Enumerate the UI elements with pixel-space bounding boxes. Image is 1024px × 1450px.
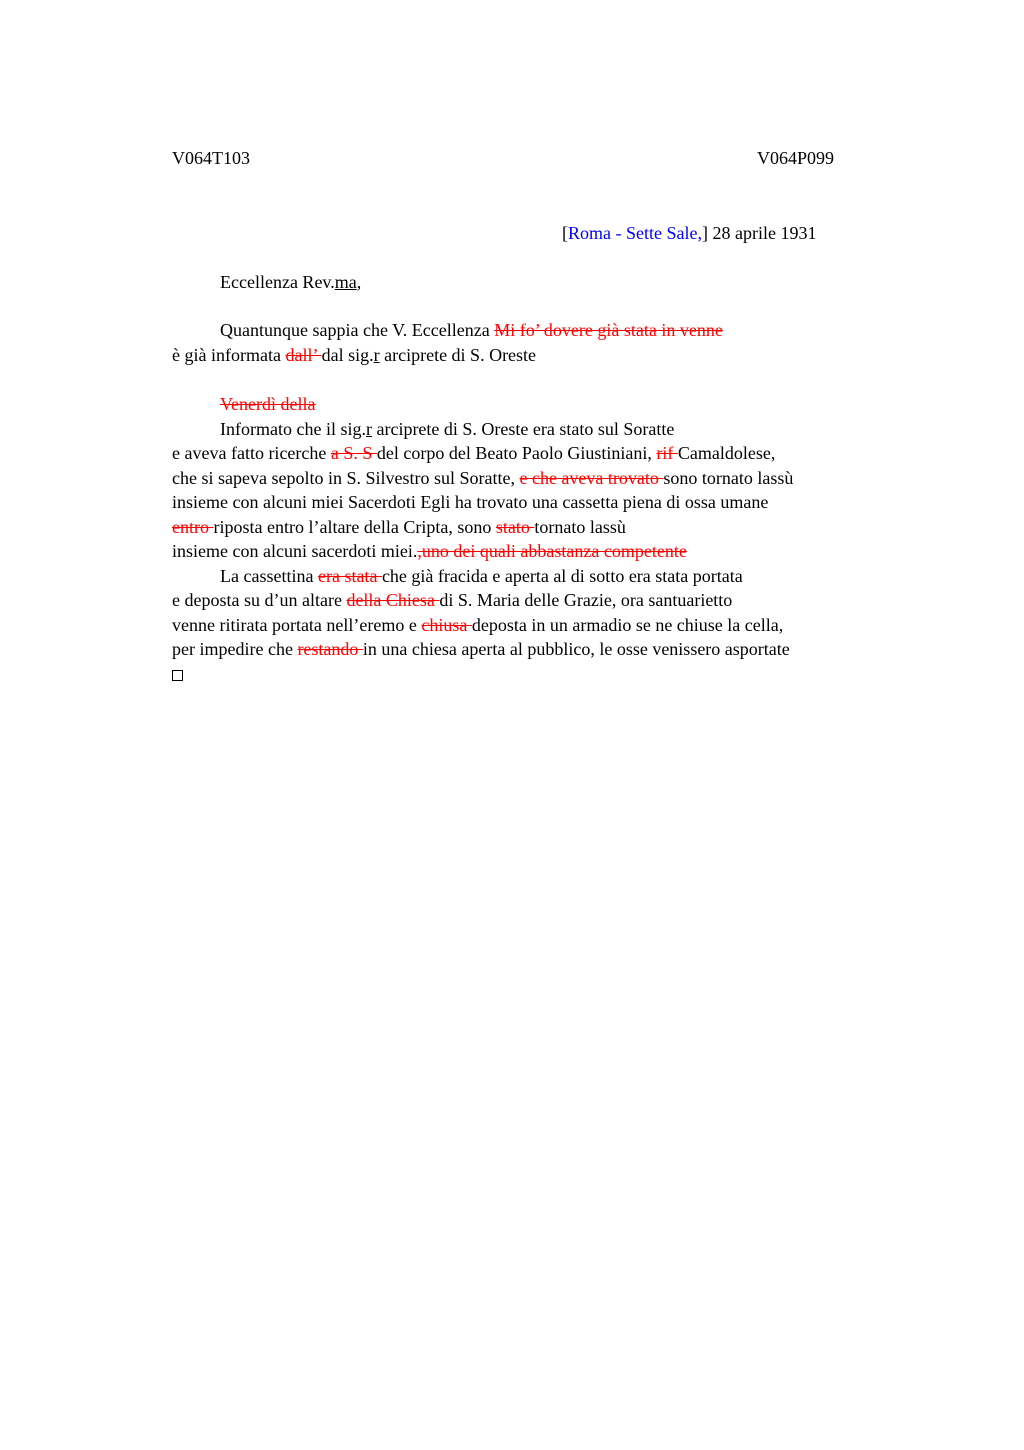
text-span: venne ritirata portata nell’eremo e — [172, 614, 422, 635]
text-span: Informato che il sig. — [220, 418, 366, 439]
text-span: riposta entro l’altare della Cripta, sono — [213, 516, 496, 537]
text-span: in una chiesa aperta al pubblico, le osse venissero asportate — [362, 639, 790, 659]
text-line — [172, 490, 912, 515]
text-span: del corpo del Beato Paolo Giustiniani, — [376, 443, 657, 463]
deleted-text: era stata — [317, 565, 382, 586]
text-span: e aveva fatto ricerche — [172, 443, 331, 463]
deleted-text: chiusa — [421, 614, 472, 635]
text-line — [172, 417, 912, 442]
text-span: e deposta su d’un altare — [172, 590, 347, 610]
text-line — [172, 441, 912, 466]
text-span: arciprete di S. Oreste — [379, 344, 537, 365]
deleted-text: rif — [656, 443, 678, 463]
text-span: Quantunque sappia che V. Eccellenza — [220, 320, 495, 340]
text-span: insieme con alcuni miei Sacerdoti Egli ha trovato una cassetta piena di ossa umane — [172, 492, 769, 512]
deleted-text: e che aveva trovato — [519, 467, 664, 488]
text-line — [172, 564, 912, 589]
dateline-bracket-open: [ — [562, 223, 568, 243]
text-span: sono tornato lassù — [663, 467, 794, 488]
empty-square-icon — [172, 670, 183, 681]
text-line — [172, 318, 723, 343]
abbrev-underlined: r — [365, 418, 372, 439]
text-line — [172, 515, 912, 540]
deleted-text: ,uno dei quali abbastanza competente — [417, 541, 687, 561]
text-span: è già informata — [172, 344, 286, 365]
text-line — [172, 662, 912, 687]
salutation-abbrev: ma — [334, 272, 357, 292]
paragraph-1 — [172, 318, 723, 367]
salutation — [220, 270, 361, 295]
text-span: insieme con alcuni sacerdoti miei. — [172, 541, 418, 561]
text-line — [172, 637, 912, 662]
text-line — [172, 588, 912, 613]
text-span: tornato lassù — [534, 516, 626, 537]
document-code-right: V064P099 — [757, 148, 835, 168]
text-line — [172, 343, 723, 368]
dateline-date: 28 aprile 1931 — [707, 223, 817, 243]
document-code-left: V064T103 — [172, 148, 250, 168]
dateline-bracket-close: ] — [701, 223, 708, 243]
dateline — [562, 221, 816, 246]
dateline-place: Roma - Sette Sale, — [568, 223, 702, 243]
text-span: che già fracida e aperta al di sotto era stata portata — [381, 565, 743, 586]
text-line — [172, 539, 912, 564]
text-line — [172, 466, 912, 491]
text-span: dal sig. — [321, 344, 374, 365]
text-span: di S. Maria delle Grazie, ora santuarietto — [439, 590, 733, 610]
text-line — [172, 613, 912, 638]
deleted-text: della Chiesa — [346, 590, 440, 610]
salutation-text: Eccellenza Rev. — [220, 272, 335, 292]
text-span: La cassettina — [220, 565, 318, 586]
deleted-text: Venerdì della — [220, 394, 316, 414]
text-line — [172, 392, 912, 417]
deleted-text: restando — [297, 639, 363, 659]
text-span: Camaldolese, — [677, 443, 776, 463]
text-span: per impedire che — [172, 639, 298, 659]
text-span: arciprete di S. Oreste era stato sul Soratte — [371, 418, 675, 439]
deleted-text: Mi fo’ dovere già stata in venne — [494, 320, 723, 340]
deleted-text: a S. S — [330, 443, 377, 463]
deleted-text: entro — [172, 516, 214, 537]
text-span: deposta in un armadio se ne chiuse la cella, — [471, 614, 784, 635]
letter-body — [172, 392, 912, 686]
abbrev-underlined: r — [373, 344, 380, 365]
deleted-text: stato — [495, 516, 535, 537]
salutation-comma: , — [356, 272, 362, 292]
text-span: che si sapeva sepolto in S. Silvestro sul Soratte, — [172, 467, 520, 488]
deleted-text: dall’ — [285, 344, 322, 365]
